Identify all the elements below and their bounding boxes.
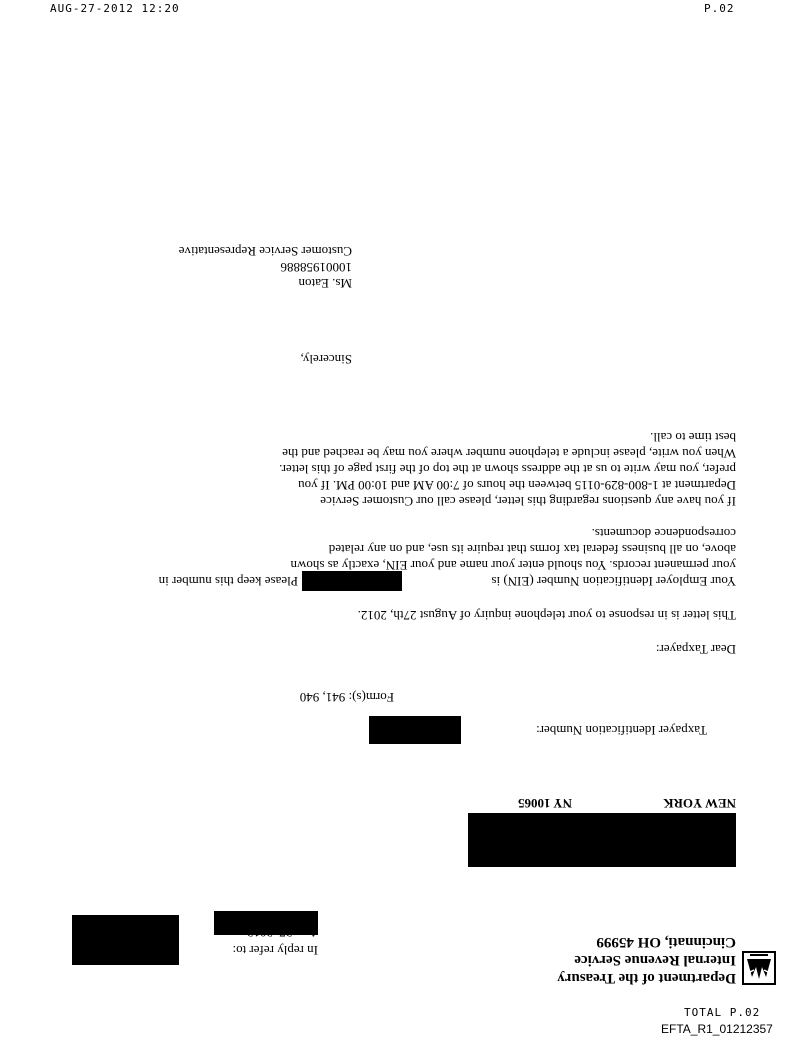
addressee-city: NEW YORK	[663, 796, 736, 811]
paragraph-3-line-5: best time to call.	[650, 430, 736, 445]
agency-line-3: Cincinnati, OH 45999	[596, 934, 736, 950]
paragraph-3-line-2: Department at 1-800-829-0115 between the hours of 7:00 AM and 10:00 PM. If you	[298, 478, 736, 493]
agency-line-2: Internal Revenue Service	[574, 952, 736, 968]
paragraph-2-line-4: correspondence documents.	[591, 526, 736, 541]
redacted-tin	[369, 716, 461, 744]
fax-page-number: P.02	[704, 2, 735, 15]
tin-label: Taxpayer Identification Number:	[536, 723, 707, 738]
redacted-reply-block	[72, 915, 179, 965]
paragraph-3-line-4: When you write, please include a telephone number where you may be reached and the	[282, 446, 736, 461]
signer-name: Ms. Eaton	[298, 276, 352, 291]
irs-eagle-logo-icon	[742, 951, 776, 985]
paragraph-2-line-3: above, on all business federal tax forms that require its use, and on any related	[328, 542, 736, 557]
signer-id: 10001958886	[280, 260, 352, 275]
salutation: Dear Taxpayer:	[655, 642, 736, 657]
signer-title: Customer Service Representative	[178, 244, 352, 259]
redacted-addressee	[468, 813, 736, 867]
redacted-reference	[214, 911, 318, 935]
paragraph-3-line-1: If you have any questions regarding this letter, please call our Customer Service	[320, 494, 736, 509]
fax-total-pages: TOTAL P.02	[684, 1006, 761, 1019]
reply-label: In reply refer to:	[232, 943, 318, 958]
paragraph-1: This letter is in response to your telephone inquiry of August 27th, 2012.	[357, 608, 736, 623]
document-id: EFTA_R1_01212357	[661, 1022, 773, 1036]
agency-line-1: Department of the Treasury	[557, 970, 736, 986]
fax-datetime: AUG-27-2012 12:20	[50, 2, 180, 15]
addressee-state-zip: NY 10065	[517, 796, 572, 811]
paragraph-2-line-1b: Please keep this number in	[158, 574, 298, 589]
paragraph-2-line-1a: Your Employer Identification Number (EIN) is	[491, 574, 736, 589]
paragraph-2-line-2: your permanent records. You should enter your name and your EIN, exactly as shown	[290, 558, 736, 573]
closing: Sincerely,	[300, 352, 352, 367]
forms-line: Form(s): 941, 940	[299, 690, 394, 705]
redacted-ein	[302, 571, 402, 591]
paragraph-3-line-3: prefer, you may write to us at the address shown at the top of the first page of this letter.	[279, 462, 736, 477]
agency-address	[557, 933, 736, 987]
